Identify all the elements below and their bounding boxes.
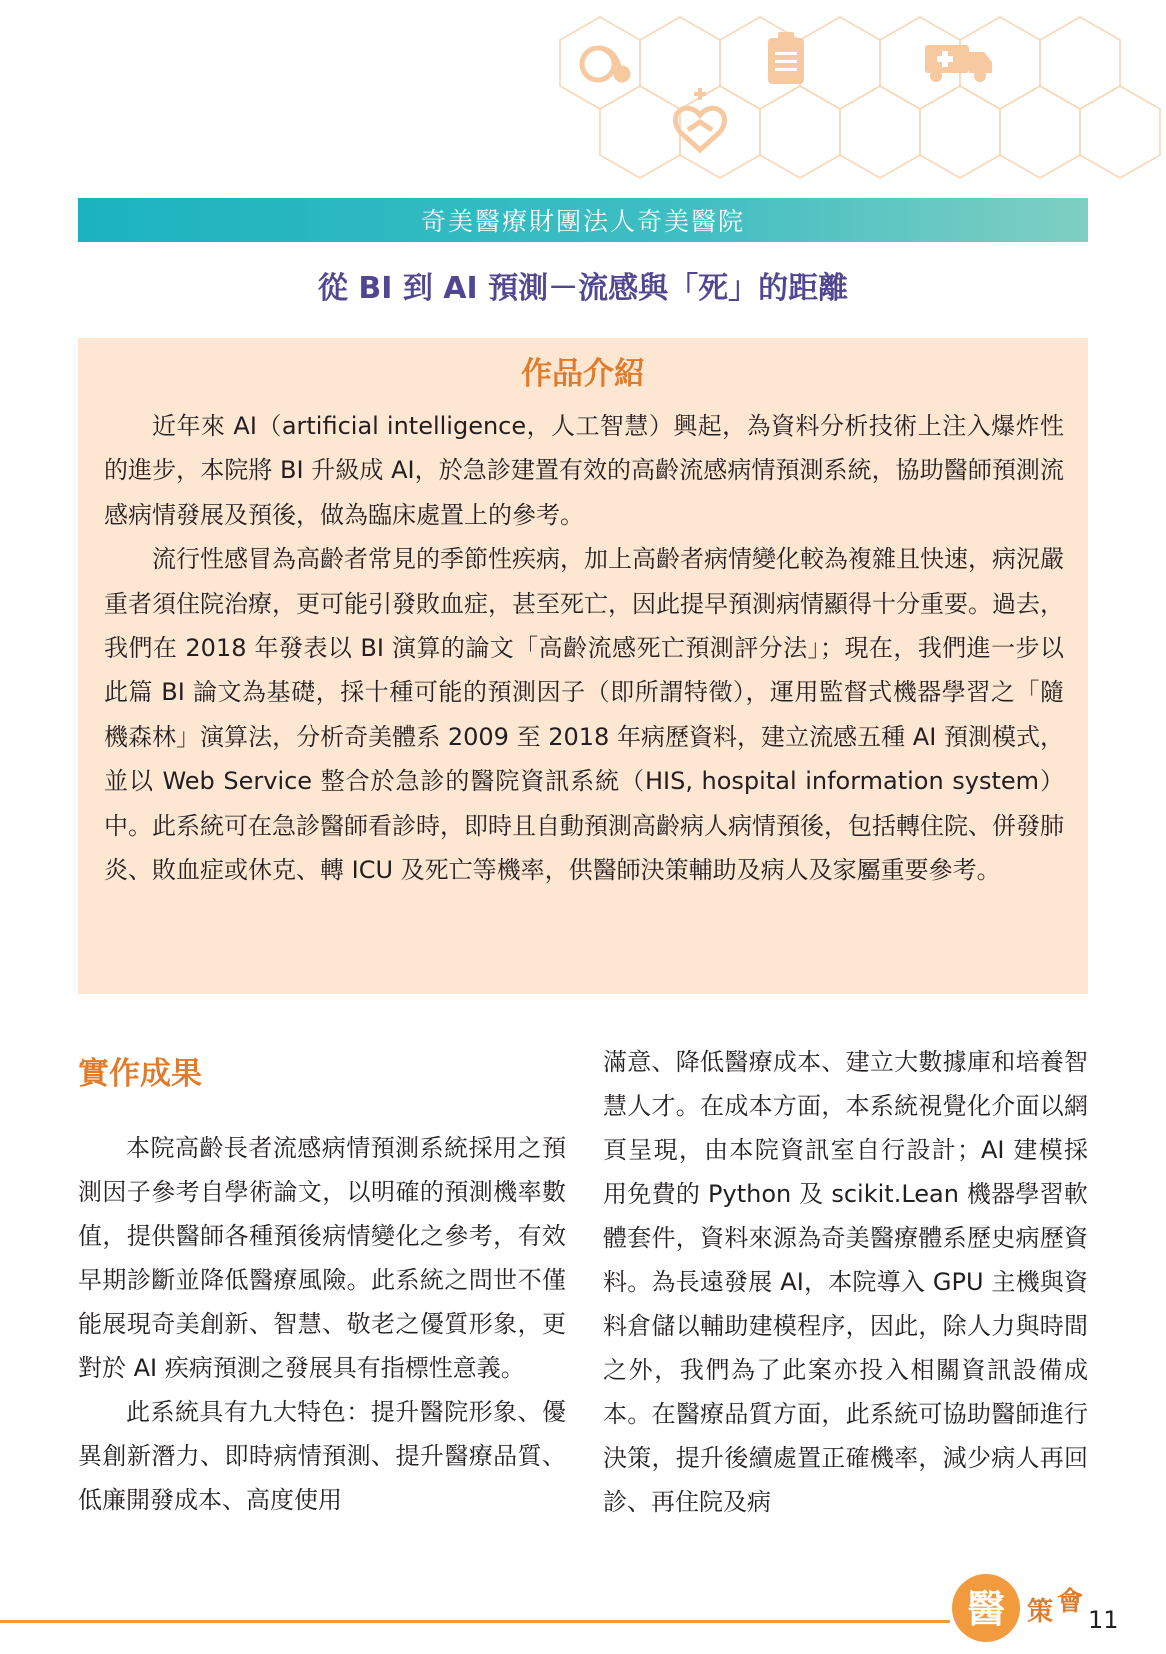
- intro-heading: 作品介紹: [521, 356, 645, 392]
- results-paragraph-1: 本院高齡長者流感病情預測系統採用之預測因子參考自學術論文，以明確的預測機率數值，提供醫師各種預後病情變化之參考，有效早期診斷並降低醫療風險。此系統之問世不僅能展現奇美創新、智慧、敬老之優質形象，更對於 AI 疾病預測之發展具有指標性意義。: [78, 1134, 566, 1382]
- footer-divider: [0, 1620, 950, 1623]
- article-title: 從 BI 到 AI 預測－流感與「死」的距離: [317, 271, 849, 306]
- intro-section: [78, 338, 1088, 994]
- intro-paragraph-2: 流行性感冒為高齡者常見的季節性疾病，加上高齡者病情變化較為複雜且快速，病況嚴重者須住院治療，更可能引發敗血症，甚至死亡，因此提早預測病情顯得十分重要。過去，我們在 2018 年發表以 BI 演算的論文「高齡流感死亡預測評分法」；現在，我們進一步以此篇 BI 論文為基礎，採十種可能的預測因子（即所謂特徵），運用監督式機器學習之「隨機森林」演算法，分析奇美體系 2009 至 2018 年病歷資料，建立流感五種 AI 預測模式，並以 Web Service 整合於急診的醫院資訊系統（HIS, hospital information system）中。此系統可在急診醫師看診時，即時且自動預測高齡病人病情預後，包括轉住院、併發肺炎、敗血症或休克、轉 ICU 及死亡等機率，供醫師決策輔助及病人及家屬重要參考。: [104, 545, 1064, 885]
- intro-body: [104, 404, 1064, 892]
- stethoscope-icon: [582, 48, 628, 80]
- svg-text:醫: 醫: [966, 1586, 1006, 1631]
- results-heading: 實作成果: [78, 1056, 202, 1092]
- heart-hands-icon: [675, 88, 724, 150]
- organization-banner: 奇美醫療財團法人奇美醫院: [78, 198, 1088, 242]
- page-number: 11: [1088, 1606, 1119, 1634]
- svg-text:策: 策: [1026, 1597, 1054, 1627]
- svg-text:會: 會: [1056, 1587, 1084, 1617]
- results-paragraph-2: 此系統具有九大特色：提升醫院形象、優異創新潛力、即時病情預測、提升醫療品質、低廉開發成本、高度使用: [78, 1398, 566, 1514]
- intro-paragraph-1: 近年來 AI（artificial intelligence，人工智慧）興起，為資料分析技術上注入爆炸性的進步，本院將 BI 升級成 AI，於急診建置有效的高齡流感病情預測系統，協助醫師預測流感病情發展及預後，做為臨床處置上的參考。: [104, 412, 1064, 529]
- ambulance-icon: [925, 45, 992, 82]
- hexagon-pattern-decoration: [540, 0, 1166, 200]
- publisher-logo: [948, 1564, 1088, 1654]
- results-left-column: [78, 1126, 566, 1522]
- results-right-column: [603, 1040, 1088, 1524]
- clipboard-icon: [768, 32, 804, 84]
- results-paragraph-continued: 滿意、降低醫療成本、建立大數據庫和培養智慧人才。在成本方面，本系統視覺化介面以網頁呈現，由本院資訊室自行設計；AI 建模採用免費的 Python 及 scikit.Lean 機器學習軟體套件，資料來源為奇美醫療體系歷史病歷資料。為長遠發展 AI，本院導入 GPU 主機與資料倉儲以輔助建模程序，因此，除人力與時間之外，我們為了此案亦投入相關資訊設備成本。在醫療品質方面，此系統可協助醫師進行決策，提升後續處置正確機率，減少病人再回診、再住院及病: [603, 1048, 1088, 1516]
